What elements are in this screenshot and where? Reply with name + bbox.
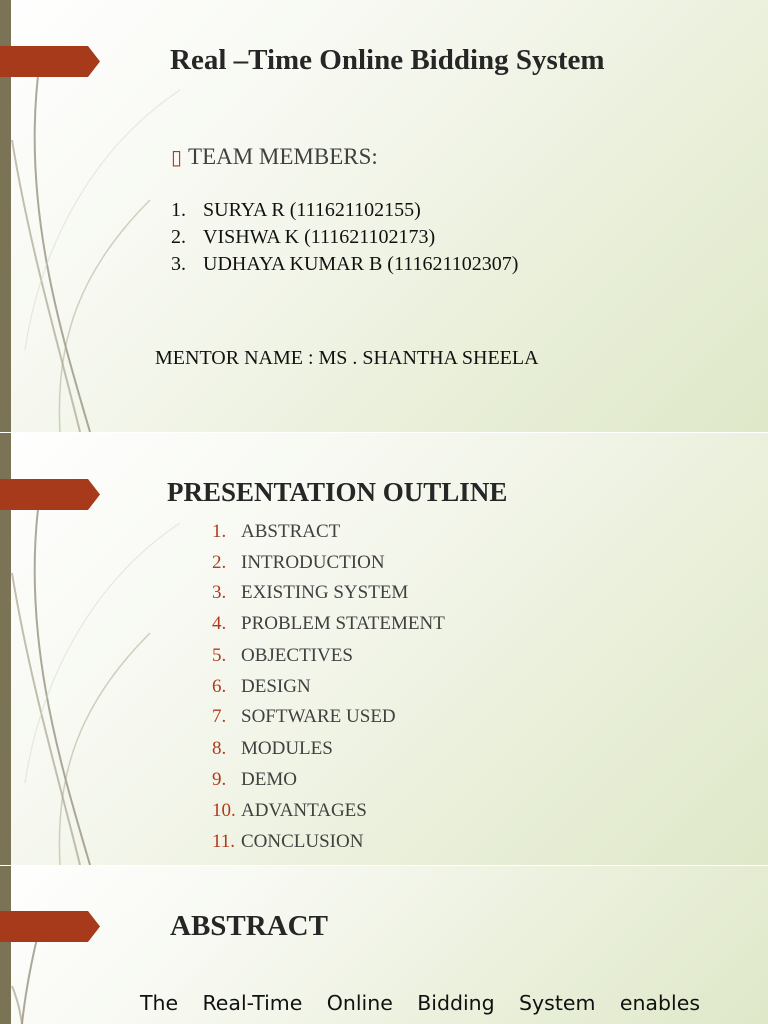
title-arrow-marker [0, 479, 100, 510]
outline-item [212, 521, 340, 543]
member-item [171, 226, 435, 249]
outline-title: PRESENTATION OUTLINE [167, 477, 508, 507]
outline-item [212, 800, 367, 822]
outline-number: 1. [212, 521, 227, 542]
outline-item [212, 676, 311, 698]
member-number: 3. [171, 253, 186, 275]
member-number: 1. [171, 199, 186, 221]
outline-number: 4. [212, 613, 227, 634]
slide-outline [0, 433, 768, 865]
outline-label: OBJECTIVES [241, 645, 353, 666]
slide-title-text: Real –Time Online Bidding System [170, 44, 605, 76]
outline-item [212, 831, 363, 853]
outline-label: CONCLUSION [241, 831, 364, 852]
outline-item [212, 738, 333, 760]
outline-label: INTRODUCTION [241, 552, 385, 573]
outline-number: 6. [212, 676, 227, 697]
member-number: 2. [171, 226, 186, 248]
slide-title [0, 0, 768, 432]
outline-number: 7. [212, 706, 227, 727]
member-name: SURYA R (111621102155) [203, 199, 421, 221]
outline-number: 11. [212, 831, 236, 852]
outline-item [212, 613, 445, 635]
member-item [171, 199, 421, 222]
outline-number: 8. [212, 738, 227, 759]
outline-label: PROBLEM STATEMENT [241, 613, 445, 634]
title-arrow-marker [0, 46, 100, 77]
outline-label: MODULES [241, 738, 333, 759]
outline-item [212, 582, 408, 604]
outline-number: 3. [212, 582, 227, 603]
team-heading-label: TEAM MEMBERS: [188, 144, 378, 169]
outline-item [212, 706, 396, 728]
abstract-title: ABSTRACT [170, 910, 328, 942]
member-name: UDHAYA KUMAR B (111621102307) [203, 253, 519, 275]
outline-item [212, 645, 353, 667]
outline-number: 10. [212, 800, 236, 821]
outline-label: DESIGN [241, 676, 311, 697]
outline-number: 2. [212, 552, 227, 573]
title-arrow-marker [0, 911, 100, 942]
bullet-icon: ▯ [171, 145, 183, 169]
outline-label: DEMO [241, 769, 297, 790]
member-name: VISHWA K (111621102173) [203, 226, 436, 248]
member-item [171, 253, 518, 276]
outline-label: SOFTWARE USED [241, 706, 396, 727]
outline-label: ABSTRACT [241, 521, 341, 542]
outline-number: 5. [212, 645, 227, 666]
mentor-name: MENTOR NAME : MS . SHANTHA SHEELA [155, 347, 539, 369]
abstract-body: The Real-Time Online Bidding System enables [140, 991, 700, 1015]
outline-item [212, 769, 297, 791]
outline-label: EXISTING SYSTEM [241, 582, 409, 603]
outline-label: ADVANTAGES [241, 800, 367, 821]
outline-number: 9. [212, 769, 227, 790]
team-members-heading [171, 144, 378, 170]
outline-item [212, 552, 385, 574]
